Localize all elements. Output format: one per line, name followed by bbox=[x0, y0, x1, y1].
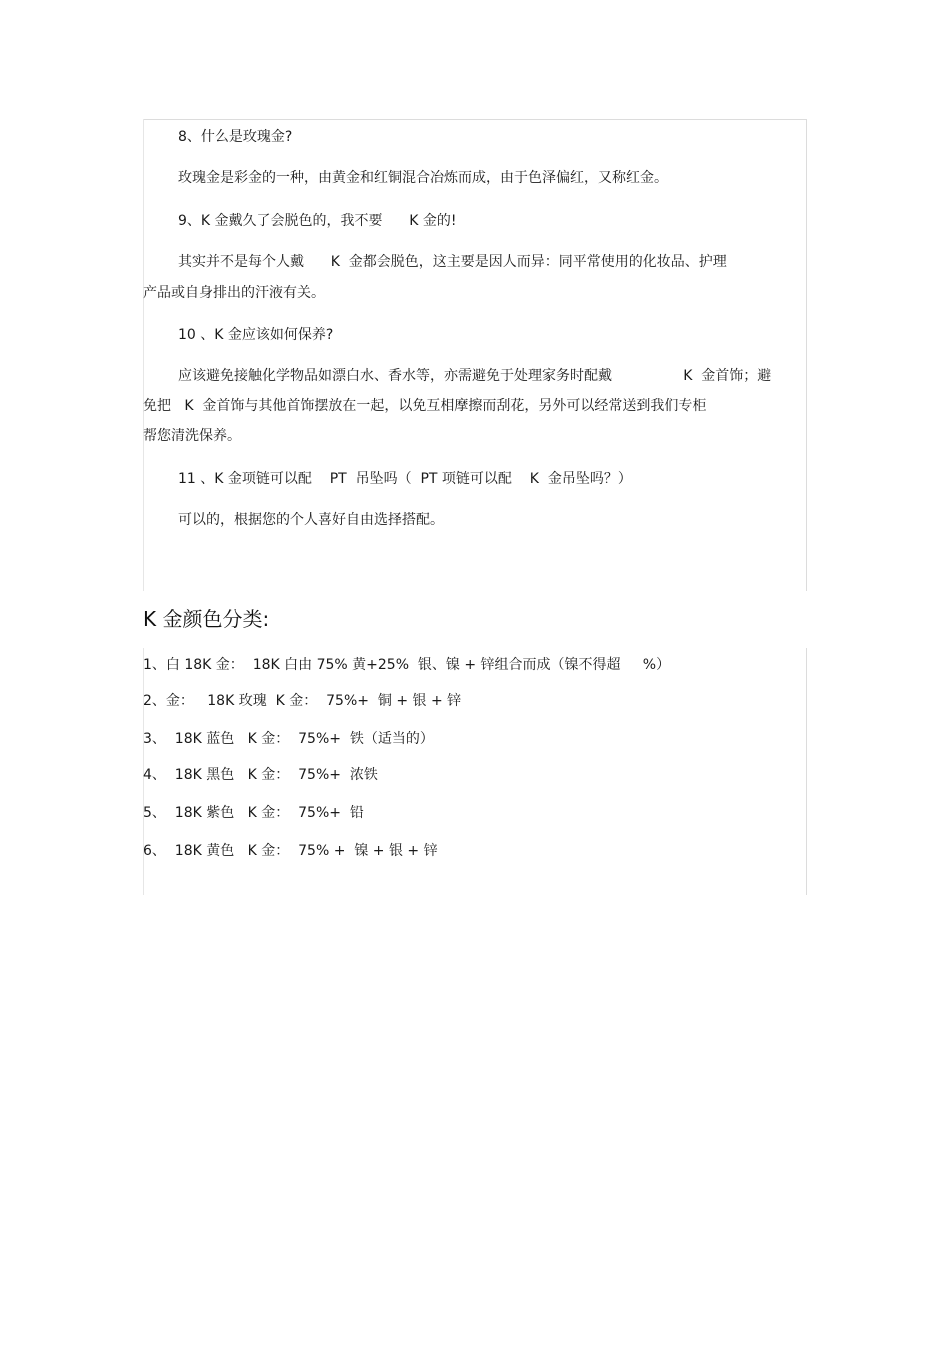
faq-answer-10-line-1: 应该避免接触化学物品如漂白水、香水等，亦需避免于处理家务时配戴 K 金首饰；避 bbox=[178, 368, 772, 384]
color-item-2: 2、金： 18K 玫瑰 K 金： 75%+ 铜 + 银 + 锌 bbox=[143, 693, 462, 709]
color-item-1: 1、白 18K 金： 18K 白由 75% 黄+25% 银、镍 + 锌组合而成（镍不得超 %） bbox=[143, 657, 671, 673]
color-item-4: 4、 18K 黑色 K 金： 75%+ 浓铁 bbox=[143, 767, 378, 783]
color-item-6: 6、 18K 黄色 K 金： 75% + 镍 + 银 + 锌 bbox=[143, 843, 438, 859]
content-frame-top-border bbox=[143, 119, 807, 120]
color-item-3: 3、 18K 蓝色 K 金： 75%+ 铁（适当的） bbox=[143, 731, 434, 747]
faq-question-11: 11 、K 金项链可以配 PT 吊坠吗（ PT 项链可以配 K 金吊坠吗？） bbox=[178, 471, 632, 487]
faq-answer-10-line-3: 帮您清洗保养。 bbox=[143, 428, 241, 444]
faq-question-9: 9、K 金戴久了会脱色的，我不要 K 金的! bbox=[178, 213, 457, 229]
faq-answer-11: 可以的，根据您的个人喜好自由选择搭配。 bbox=[178, 512, 444, 528]
faq-answer-9-line-2: 产品或自身排出的汗液有关。 bbox=[143, 285, 325, 301]
colors-frame-right-border bbox=[806, 648, 807, 895]
content-frame-left-border bbox=[143, 119, 144, 591]
color-item-5: 5、 18K 紫色 K 金： 75%+ 铅 bbox=[143, 805, 364, 821]
content-frame-right-border bbox=[806, 119, 807, 591]
colors-section-heading: K 金颜色分类: bbox=[143, 607, 270, 631]
faq-answer-8: 玫瑰金是彩金的一种，由黄金和红铜混合冶炼而成，由于色泽偏红，又称红金。 bbox=[178, 170, 668, 186]
faq-question-8: 8、什么是玫瑰金? bbox=[178, 129, 293, 145]
faq-question-10: 10 、K 金应该如何保养? bbox=[178, 327, 334, 343]
faq-answer-10-line-2: 免把 K 金首饰与其他首饰摆放在一起，以免互相摩擦而刮花，另外可以经常送到我们专柜 bbox=[143, 398, 707, 414]
faq-answer-9-line-1: 其实并不是每个人戴 K 金都会脱色，这主要是因人而异：同平常使用的化妆品、护理 bbox=[178, 254, 727, 270]
